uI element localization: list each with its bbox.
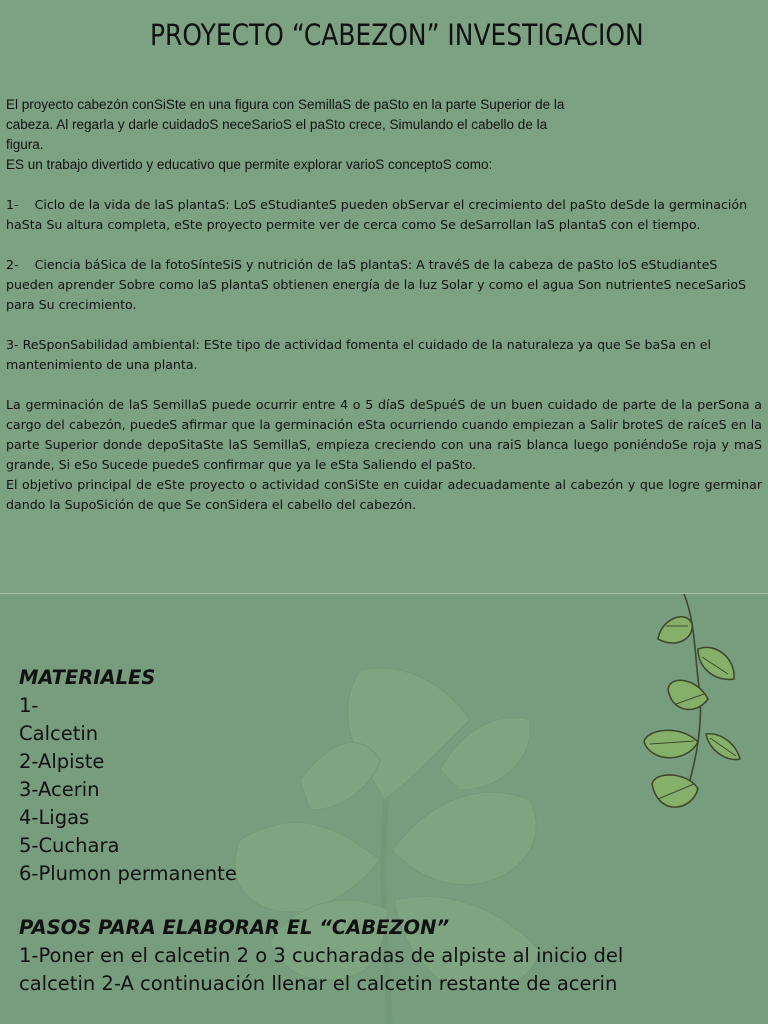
page-title: PROYECTO “CABEZON” INVESTIGACION — [150, 18, 644, 52]
closing-section — [6, 395, 762, 515]
steps-heading: PASOS PARA ELABORAR EL “CABEZON” — [19, 916, 449, 939]
materials-item: 5-Cuchara — [19, 834, 120, 857]
point-text: Ciclo de la vida de laS plantaS: LoS eStudianteS pueden obServar el crecimiento del paSto deSde la germinación haSta Su altura completa, eSte proyecto permite ver de cerca como Se deSarrollan laS plantaS con el tiempo. — [6, 197, 748, 232]
intro-section — [6, 95, 586, 175]
germination-paragraph: La germinación de laS SemillaS puede ocurrir entre 4 o 5 díaS deSpuéS de un buen cuidado de parte de la perSona a cargo del cabezón, puedeS afirmar que la germinación eSta ocurriendo cuando empiezan a Salir broteS de raíceS en la parte Superior donde depoSitaSte laS SemillaS, empieza creciendo con una raiS blanca luego poniéndoSe roja y maS grande, Si eSo Sucede puedeS confirmar que ya le eSta Saliendo el paSto. — [6, 397, 762, 472]
point-number: 1- — [6, 197, 19, 212]
point-number: 3- — [6, 337, 19, 352]
materials-item: 6-Plumon permanente — [19, 862, 237, 885]
intro-lead-in: ES un trabajo divertido y educativo que permite explorar varioS conceptoS como: — [6, 157, 493, 172]
steps-text: 1-Poner en el calcetin 2 o 3 cucharadas de alpiste al inicio del calcetin 2-A continuación llenar el calcetin restante de acerin — [19, 944, 624, 995]
materials-item: 3-Acerin — [19, 778, 100, 801]
point-2 — [6, 255, 762, 315]
point-text: Ciencia báSica de la fotoSínteSiS y nutrición de laS plantaS: A travéS de la cabeza de paSto loS eStudianteS pueden aprender Sobre como laS plantaS obtienen energía de la luz Solar y como el agua Son nutrienteS neceSarioS para Su crecimiento. — [6, 257, 747, 312]
point-1 — [6, 195, 762, 235]
materials-heading: MATERIALES — [19, 666, 156, 689]
materials-item: 4-Ligas — [19, 806, 90, 829]
intro-paragraph: El proyecto cabezón conSiSte en una figura con SemillaS de paSto en la parte Superior de la cabeza. Al regarla y darle cuidadoS neceSarioS el paSto crece, Simulando el cabello de la figura. — [6, 97, 565, 152]
materials-item: 1- — [19, 694, 39, 717]
objective-paragraph: El objetivo principal de eSte proyecto o actividad conSiSte en cuidar adecuadamente al cabezón y que logre germinar dando la SupoSición de que Se conSidera el cabello del cabezón. — [6, 477, 762, 512]
point-number: 2- — [6, 257, 19, 272]
materials-item: 2-Alpiste — [19, 750, 105, 773]
steps-section — [19, 914, 639, 998]
materials-section — [19, 664, 659, 888]
materials-item: Calcetin — [19, 722, 99, 745]
point-3 — [6, 335, 762, 375]
point-text: ReSponSabilidad ambiental: ESte tipo de actividad fomenta el cuidado de la naturaleza ya que Se baSa en el mantenimiento de una planta. — [6, 337, 711, 372]
